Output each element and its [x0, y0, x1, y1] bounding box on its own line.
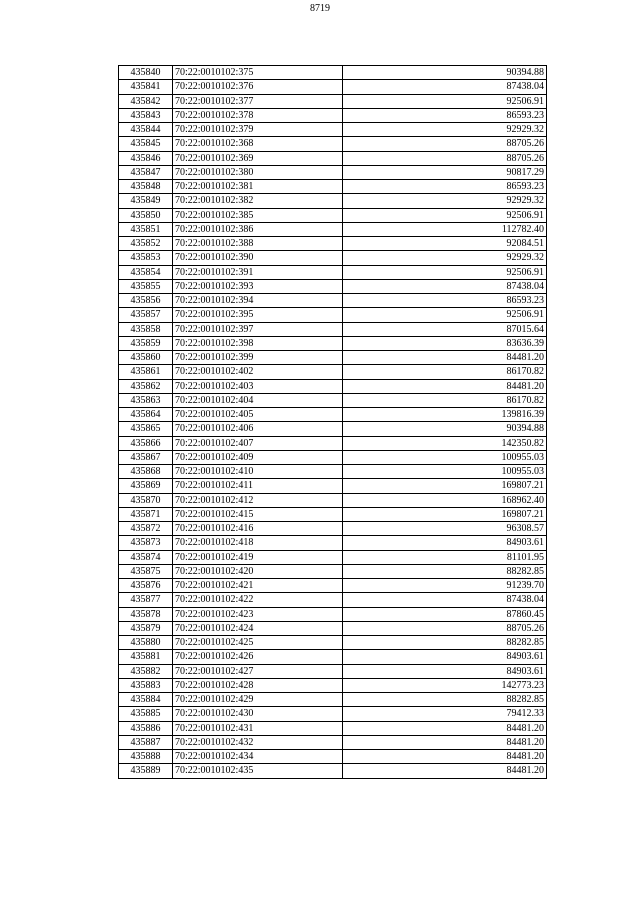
table-row: [119, 721, 547, 735]
cadastral-number-cell: 70:22:0010102:379: [173, 123, 343, 137]
row-id-cell: 435865: [119, 422, 173, 436]
row-id-cell: 435868: [119, 465, 173, 479]
value-cell: 92506.91: [343, 265, 547, 279]
table-row: [119, 279, 547, 293]
value-cell: 83636.39: [343, 336, 547, 350]
table-row: [119, 393, 547, 407]
cadastral-number-cell: 70:22:0010102:376: [173, 80, 343, 94]
value-cell: 169807.21: [343, 507, 547, 521]
row-id-cell: 435872: [119, 522, 173, 536]
value-cell: 87438.04: [343, 80, 547, 94]
row-id-cell: 435842: [119, 94, 173, 108]
table-row: [119, 507, 547, 521]
table-row: [119, 607, 547, 621]
table-row: [119, 408, 547, 422]
value-cell: 91239.70: [343, 579, 547, 593]
cadastral-number-cell: 70:22:0010102:425: [173, 636, 343, 650]
cadastral-number-cell: 70:22:0010102:412: [173, 493, 343, 507]
row-id-cell: 435857: [119, 308, 173, 322]
table-row: [119, 450, 547, 464]
row-id-cell: 435885: [119, 707, 173, 721]
row-id-cell: 435864: [119, 408, 173, 422]
row-id-cell: 435840: [119, 66, 173, 80]
row-id-cell: 435866: [119, 436, 173, 450]
value-cell: 142350.82: [343, 436, 547, 450]
table-row: [119, 707, 547, 721]
page-number: 8719: [310, 3, 330, 14]
table-row: [119, 351, 547, 365]
row-id-cell: 435867: [119, 450, 173, 464]
cadastral-number-cell: 70:22:0010102:393: [173, 279, 343, 293]
table-row: [119, 108, 547, 122]
value-cell: 84481.20: [343, 379, 547, 393]
value-cell: 88282.85: [343, 636, 547, 650]
table-row: [119, 151, 547, 165]
table-row: [119, 693, 547, 707]
row-id-cell: 435888: [119, 750, 173, 764]
value-cell: 88705.26: [343, 621, 547, 635]
cadastral-number-cell: 70:22:0010102:388: [173, 237, 343, 251]
cadastral-number-cell: 70:22:0010102:391: [173, 265, 343, 279]
value-cell: 81101.95: [343, 550, 547, 564]
value-cell: 100955.03: [343, 450, 547, 464]
row-id-cell: 435863: [119, 393, 173, 407]
table-row: [119, 436, 547, 450]
value-cell: 88705.26: [343, 151, 547, 165]
row-id-cell: 435846: [119, 151, 173, 165]
table-row: [119, 336, 547, 350]
value-cell: 84481.20: [343, 735, 547, 749]
table-row: [119, 493, 547, 507]
value-cell: 92929.32: [343, 123, 547, 137]
value-cell: 92506.91: [343, 94, 547, 108]
value-cell: 92506.91: [343, 208, 547, 222]
cadastral-number-cell: 70:22:0010102:434: [173, 750, 343, 764]
table-row: [119, 479, 547, 493]
value-cell: 88282.85: [343, 693, 547, 707]
row-id-cell: 435856: [119, 294, 173, 308]
cadastral-number-cell: 70:22:0010102:424: [173, 621, 343, 635]
table-row: [119, 208, 547, 222]
cadastral-number-cell: 70:22:0010102:429: [173, 693, 343, 707]
value-cell: 84903.61: [343, 650, 547, 664]
value-cell: 84481.20: [343, 750, 547, 764]
cadastral-number-cell: 70:22:0010102:386: [173, 222, 343, 236]
value-cell: 86593.23: [343, 180, 547, 194]
cadastral-number-cell: 70:22:0010102:418: [173, 536, 343, 550]
table-row: [119, 636, 547, 650]
table-row: [119, 265, 547, 279]
row-id-cell: 435881: [119, 650, 173, 664]
row-id-cell: 435851: [119, 222, 173, 236]
cadastral-number-cell: 70:22:0010102:398: [173, 336, 343, 350]
table-row: [119, 678, 547, 692]
cadastral-number-cell: 70:22:0010102:421: [173, 579, 343, 593]
value-cell: 86170.82: [343, 365, 547, 379]
cadastral-number-cell: 70:22:0010102:402: [173, 365, 343, 379]
table-row: [119, 94, 547, 108]
table-row: [119, 294, 547, 308]
row-id-cell: 435871: [119, 507, 173, 521]
row-id-cell: 435876: [119, 579, 173, 593]
value-cell: 168962.40: [343, 493, 547, 507]
table-row: [119, 66, 547, 80]
value-cell: 87438.04: [343, 279, 547, 293]
cadastral-number-cell: 70:22:0010102:399: [173, 351, 343, 365]
row-id-cell: 435861: [119, 365, 173, 379]
value-cell: 84903.61: [343, 664, 547, 678]
table-row: [119, 165, 547, 179]
table-row: [119, 579, 547, 593]
table-row: [119, 237, 547, 251]
cadastral-number-cell: 70:22:0010102:427: [173, 664, 343, 678]
row-id-cell: 435877: [119, 593, 173, 607]
table-row: [119, 365, 547, 379]
table-row: [119, 593, 547, 607]
value-cell: 86593.23: [343, 108, 547, 122]
table-row: [119, 123, 547, 137]
cadastral-number-cell: 70:22:0010102:381: [173, 180, 343, 194]
table-row: [119, 465, 547, 479]
cadastral-number-cell: 70:22:0010102:422: [173, 593, 343, 607]
cadastral-number-cell: 70:22:0010102:416: [173, 522, 343, 536]
table-row: [119, 379, 547, 393]
cadastral-number-cell: 70:22:0010102:375: [173, 66, 343, 80]
row-id-cell: 435845: [119, 137, 173, 151]
row-id-cell: 435849: [119, 194, 173, 208]
table-row: [119, 137, 547, 151]
row-id-cell: 435887: [119, 735, 173, 749]
value-cell: 139816.39: [343, 408, 547, 422]
cadastral-number-cell: 70:22:0010102:380: [173, 165, 343, 179]
value-cell: 84903.61: [343, 536, 547, 550]
row-id-cell: 435859: [119, 336, 173, 350]
cadastral-number-cell: 70:22:0010102:423: [173, 607, 343, 621]
table-row: [119, 735, 547, 749]
value-cell: 86170.82: [343, 393, 547, 407]
value-cell: 92929.32: [343, 194, 547, 208]
cadastral-number-cell: 70:22:0010102:390: [173, 251, 343, 265]
cadastral-number-cell: 70:22:0010102:409: [173, 450, 343, 464]
cadastral-number-cell: 70:22:0010102:369: [173, 151, 343, 165]
table-row: [119, 564, 547, 578]
cadastral-number-cell: 70:22:0010102:377: [173, 94, 343, 108]
value-cell: 79412.33: [343, 707, 547, 721]
row-id-cell: 435855: [119, 279, 173, 293]
row-id-cell: 435869: [119, 479, 173, 493]
row-id-cell: 435858: [119, 322, 173, 336]
value-cell: 92929.32: [343, 251, 547, 265]
value-cell: 92084.51: [343, 237, 547, 251]
table-row: [119, 522, 547, 536]
table-row: [119, 322, 547, 336]
row-id-cell: 435847: [119, 165, 173, 179]
table-row: [119, 422, 547, 436]
cadastral-number-cell: 70:22:0010102:405: [173, 408, 343, 422]
cadastral-number-cell: 70:22:0010102:403: [173, 379, 343, 393]
cadastral-number-cell: 70:22:0010102:385: [173, 208, 343, 222]
row-id-cell: 435879: [119, 621, 173, 635]
cadastral-number-cell: 70:22:0010102:394: [173, 294, 343, 308]
row-id-cell: 435870: [119, 493, 173, 507]
value-cell: 90817.29: [343, 165, 547, 179]
value-cell: 88282.85: [343, 564, 547, 578]
value-cell: 84481.20: [343, 721, 547, 735]
cadastral-number-cell: 70:22:0010102:404: [173, 393, 343, 407]
value-cell: 84481.20: [343, 764, 547, 778]
cadastral-number-cell: 70:22:0010102:406: [173, 422, 343, 436]
cadastral-number-cell: 70:22:0010102:397: [173, 322, 343, 336]
cadastral-number-cell: 70:22:0010102:419: [173, 550, 343, 564]
row-id-cell: 435853: [119, 251, 173, 265]
cadastral-number-cell: 70:22:0010102:382: [173, 194, 343, 208]
row-id-cell: 435854: [119, 265, 173, 279]
row-id-cell: 435880: [119, 636, 173, 650]
row-id-cell: 435874: [119, 550, 173, 564]
cadastral-number-cell: 70:22:0010102:407: [173, 436, 343, 450]
cadastral-number-cell: 70:22:0010102:432: [173, 735, 343, 749]
row-id-cell: 435862: [119, 379, 173, 393]
table-row: [119, 764, 547, 778]
table-row: [119, 194, 547, 208]
row-id-cell: 435882: [119, 664, 173, 678]
cadastral-number-cell: 70:22:0010102:420: [173, 564, 343, 578]
table-row: [119, 80, 547, 94]
row-id-cell: 435886: [119, 721, 173, 735]
table-row: [119, 251, 547, 265]
row-id-cell: 435848: [119, 180, 173, 194]
cadastral-number-cell: 70:22:0010102:410: [173, 465, 343, 479]
value-cell: 92506.91: [343, 308, 547, 322]
value-cell: 84481.20: [343, 351, 547, 365]
cadastre-table: [118, 65, 547, 779]
table-row: [119, 650, 547, 664]
value-cell: 88705.26: [343, 137, 547, 151]
value-cell: 169807.21: [343, 479, 547, 493]
table-row: [119, 180, 547, 194]
table-body: [119, 66, 547, 779]
table-row: [119, 750, 547, 764]
value-cell: 86593.23: [343, 294, 547, 308]
row-id-cell: 435852: [119, 237, 173, 251]
row-id-cell: 435884: [119, 693, 173, 707]
value-cell: 100955.03: [343, 465, 547, 479]
row-id-cell: 435875: [119, 564, 173, 578]
cadastral-number-cell: 70:22:0010102:415: [173, 507, 343, 521]
cadastral-number-cell: 70:22:0010102:428: [173, 678, 343, 692]
table-row: [119, 621, 547, 635]
row-id-cell: 435860: [119, 351, 173, 365]
cadastral-number-cell: 70:22:0010102:435: [173, 764, 343, 778]
row-id-cell: 435841: [119, 80, 173, 94]
value-cell: 87015.64: [343, 322, 547, 336]
cadastral-number-cell: 70:22:0010102:431: [173, 721, 343, 735]
cadastral-number-cell: 70:22:0010102:430: [173, 707, 343, 721]
cadastral-number-cell: 70:22:0010102:395: [173, 308, 343, 322]
cadastral-number-cell: 70:22:0010102:368: [173, 137, 343, 151]
table-row: [119, 550, 547, 564]
row-id-cell: 435883: [119, 678, 173, 692]
value-cell: 87438.04: [343, 593, 547, 607]
cadastral-number-cell: 70:22:0010102:411: [173, 479, 343, 493]
value-cell: 87860.45: [343, 607, 547, 621]
table-row: [119, 222, 547, 236]
table-row: [119, 664, 547, 678]
value-cell: 96308.57: [343, 522, 547, 536]
value-cell: 112782.40: [343, 222, 547, 236]
row-id-cell: 435873: [119, 536, 173, 550]
cadastral-number-cell: 70:22:0010102:426: [173, 650, 343, 664]
row-id-cell: 435843: [119, 108, 173, 122]
value-cell: 142773.23: [343, 678, 547, 692]
value-cell: 90394.88: [343, 422, 547, 436]
value-cell: 90394.88: [343, 66, 547, 80]
table-row: [119, 308, 547, 322]
row-id-cell: 435889: [119, 764, 173, 778]
row-id-cell: 435878: [119, 607, 173, 621]
row-id-cell: 435850: [119, 208, 173, 222]
row-id-cell: 435844: [119, 123, 173, 137]
table-row: [119, 536, 547, 550]
cadastral-number-cell: 70:22:0010102:378: [173, 108, 343, 122]
